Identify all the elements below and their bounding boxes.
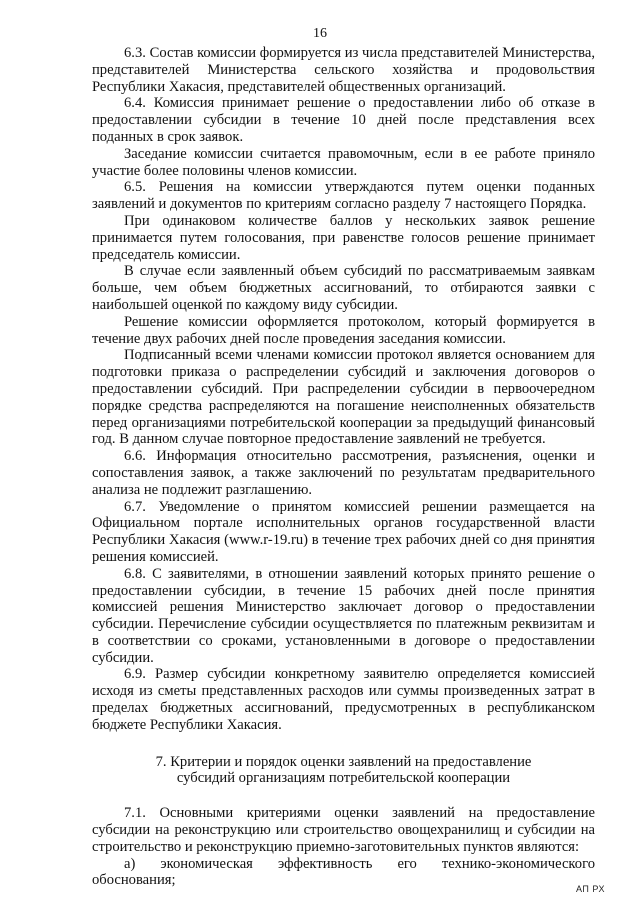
paragraph-7-1: 7.1. Основными критериями оценки заявлений на предоставление субсидии на реконструкцию или строительство овощехранилищ и субсидии на строительство и реконструкцию приемно-заготовительных пунктов являются: <box>92 805 595 855</box>
page-number: 16 <box>313 26 327 41</box>
paragraph-6-4: 6.4. Комиссия принимает решение о предоставлении либо об отказе в предоставлении субсидии в течение 10 дней после представления всех поданных в срок заявок. <box>92 95 595 145</box>
paragraph-6-8: 6.8. С заявителями, в отношении заявлений которых принято решение о предоставлении субсидии, в течение 15 рабочих дней после принятия комиссией решения Министерство заключает договор о предоставлении субсидии. Перечисление субсидии осуществляется по платежным реквизитам и в соответствии со сроками, установленными в договоре о предоставлении субсидии. <box>92 565 595 666</box>
paragraph-signed-protocol: Подписанный всеми членами комиссии протокол является основанием для подготовки приказа о распределении субсидий и заключения договоров о предоставлении субсидий. При распределении субсидии в первоочередном порядке средства распределяются на погашение неисполненных обязательств перед организациями потребительской кооперации за предыдущий финансовый год. В данном случае повторное предоставление заявлений не требуется. <box>92 347 595 448</box>
section-heading-line-2: субсидий организациям потребительской кооперации <box>176 770 511 787</box>
paragraph-6-6: 6.6. Информация относительно рассмотрения, разъяснения, оценки и сопоставления заявок, а также заключений по результатам предварительного анализа не подлежит разглашению. <box>92 448 595 498</box>
section-heading <box>92 754 595 788</box>
paragraph-6-3: 6.3. Состав комиссии формируется из числа представителей Министерства, представителей Министерства сельского хозяйства и продовольствия Республики Хакасия, представителей общественных организаций. <box>92 45 595 95</box>
paragraph-protocol: Решение комиссии оформляется протоколом, который формируется в течение двух рабочих дней после проведения заседания комиссии. <box>92 313 595 347</box>
paragraph-6-9: 6.9. Размер субсидии конкретному заявителю определяется комиссией исходя из сметы представленных расходов или суммы произведенных затрат в пределах бюджетных ассигнований, предусмотренных в республиканском бюджете Республики Хакасия. <box>92 666 595 733</box>
paragraph-7-1-a: а) экономическая эффективность его технико-экономического обоснования; <box>92 855 595 889</box>
paragraph-voting: При одинаковом количестве баллов у нескольких заявок решение принимается путем голосования, при равенстве голосов решение принимает председатель комиссии. <box>92 212 595 263</box>
paragraph-volume: В случае если заявленный объем субсидий по рассматриваемым заявкам больше, чем объем бюджетных ассигнований, то отбираются заявки с наибольшей оценкой по каждому виду субсидии. <box>92 263 595 313</box>
document-body <box>92 45 595 889</box>
paragraph-6-7: 6.7. Уведомление о принятом комиссией решении размещается на Официальном портале исполнительных органов государственной власти Республики Хакасия (www.r-19.ru) в течение трех рабочих дней со дня принятия решения комиссией. <box>92 498 595 565</box>
paragraph-6-5: 6.5. Решения на комиссии утверждаются путем оценки поданных заявлений и документов по критериям согласно разделу 7 настоящего Порядка. <box>92 179 595 213</box>
paragraph-quorum: Заседание комиссии считается правомочным, если в ее работе приняло участие более половины членов комиссии. <box>92 145 595 179</box>
section-heading-line-1: 7. Критерии и порядок оценки заявлений на предоставление <box>155 753 532 770</box>
footer-mark: АП РХ <box>576 884 605 894</box>
